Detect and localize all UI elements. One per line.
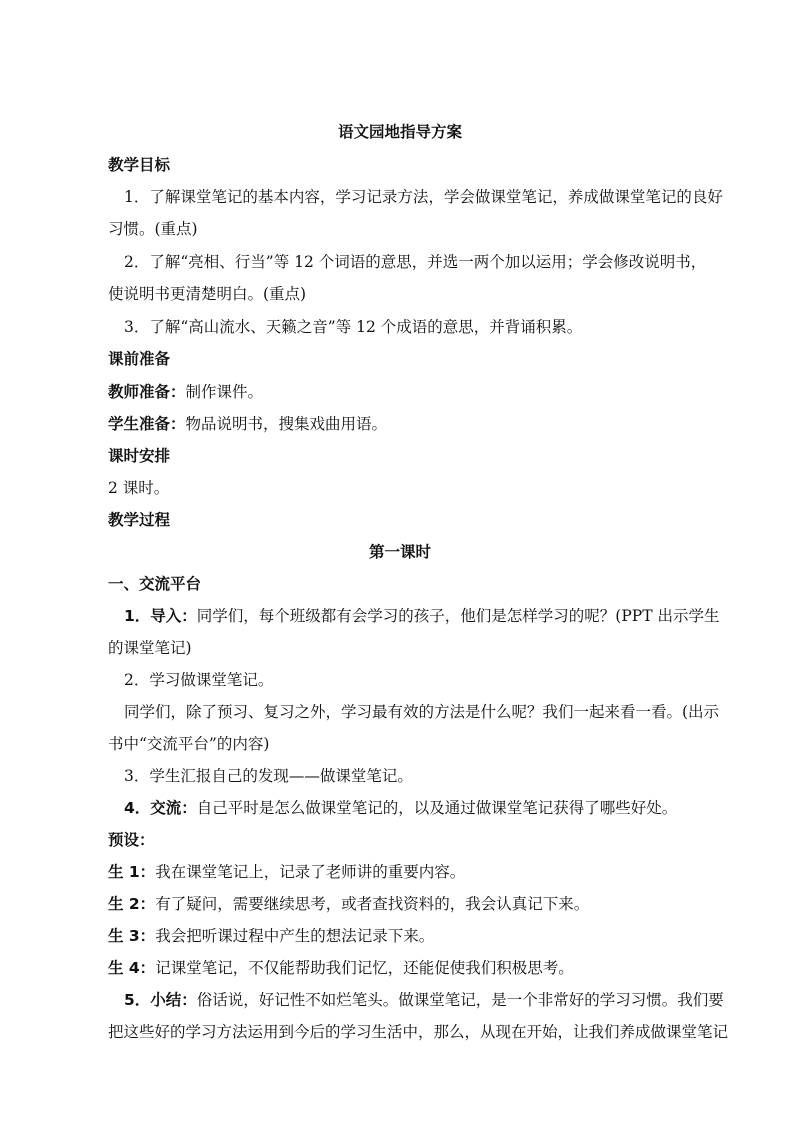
student-3-text: 我会把听课过程中产生的想法记录下来。 xyxy=(155,927,435,945)
goal-3: 3．了解“高山流水、天籁之音”等 12 个成语的意思，并背诵积累。 xyxy=(124,318,583,336)
goal-2-line-2: 使说明书更清楚明白。(重点) xyxy=(108,285,307,303)
step-1-label: 1．导入： xyxy=(124,607,197,625)
section-heading-goals: 教学目标 xyxy=(108,156,171,174)
step-4-label: 4．交流： xyxy=(124,799,197,817)
section-heading-schedule: 课时安排 xyxy=(108,447,171,465)
prep-student-text: 物品说明书，搜集戏曲用语。 xyxy=(185,415,388,433)
lesson-heading: 第一课时 xyxy=(368,543,431,561)
step-2-para-line-1: 同学们，除了预习、复习之外，学习最有效的方法是什么呢？我们一起来看一看。(出示 xyxy=(124,703,720,721)
step-1-text: 同学们，每个班级都有会学习的孩子，他们是怎样学习的呢？(PPT 出示学生 xyxy=(196,607,720,625)
student-3-label: 生 3： xyxy=(108,927,156,945)
prep-student xyxy=(108,412,800,434)
student-1-text: 我在课堂笔记上，记录了老师讲的重要内容。 xyxy=(155,863,466,881)
prep-teacher-label: 教师准备： xyxy=(108,383,186,401)
student-1 xyxy=(108,860,800,882)
document-title: 语文园地指导方案 xyxy=(337,123,462,141)
section-heading-process: 教学过程 xyxy=(108,511,171,529)
student-2-label: 生 2： xyxy=(108,895,156,913)
goal-1-line-2: 习惯。(重点) xyxy=(108,220,198,238)
prep-teacher-text: 制作课件。 xyxy=(185,383,264,401)
student-3 xyxy=(108,924,800,946)
student-2-text: 有了疑问，需要继续思考，或者查找资料的，我会认真记下来。 xyxy=(155,895,590,913)
step-5-line-2: 把这些好的学习方法运用到今后的学习生活中，那么，从现在开始，让我们养成做课堂笔记 xyxy=(108,1023,729,1041)
part-heading-exchange: 一、交流平台 xyxy=(108,575,202,593)
goal-1-line-1: 1．了解课堂笔记的基本内容，学习记录方法，学会做课堂笔记，养成做课堂笔记的良好 xyxy=(124,188,723,206)
goal-2-line-1: 2．了解“亮相、行当”等 12 个词语的意思，并选一两个加以运用；学会修改说明书， xyxy=(124,253,707,271)
prep-student-label: 学生准备： xyxy=(108,415,186,433)
step-1-line-1 xyxy=(124,604,800,626)
student-1-label: 生 1： xyxy=(108,863,156,881)
student-4 xyxy=(108,956,800,978)
section-heading-prep: 课前准备 xyxy=(108,350,171,368)
step-4-text: 自己平时是怎么做课堂笔记的，以及通过做课堂笔记获得了哪些好处。 xyxy=(196,799,678,817)
prep-teacher xyxy=(108,380,800,402)
step-5-text: 俗话说，好记性不如烂笔头。做课堂笔记，是一个非常好的学习习惯。我们要 xyxy=(196,991,724,1009)
schedule-text: 2 课时。 xyxy=(108,479,170,497)
student-4-label: 生 4： xyxy=(108,959,156,977)
preset-label: 预设： xyxy=(108,831,155,849)
step-4 xyxy=(124,796,800,818)
student-2 xyxy=(108,892,800,914)
step-5-line-1 xyxy=(124,988,800,1010)
step-2-para-line-2: 书中“交流平台”的内容) xyxy=(108,735,270,753)
step-1-line-2: 的课堂笔记) xyxy=(108,639,192,657)
student-4-text: 记课堂笔记，不仅能帮助我们记忆，还能促使我们积极思考。 xyxy=(155,959,574,977)
step-5-label: 5．小结： xyxy=(124,991,197,1009)
step-3: 3．学生汇报自己的发现——做课堂笔记。 xyxy=(124,767,413,785)
step-2: 2．学习做课堂笔记。 xyxy=(124,671,274,689)
